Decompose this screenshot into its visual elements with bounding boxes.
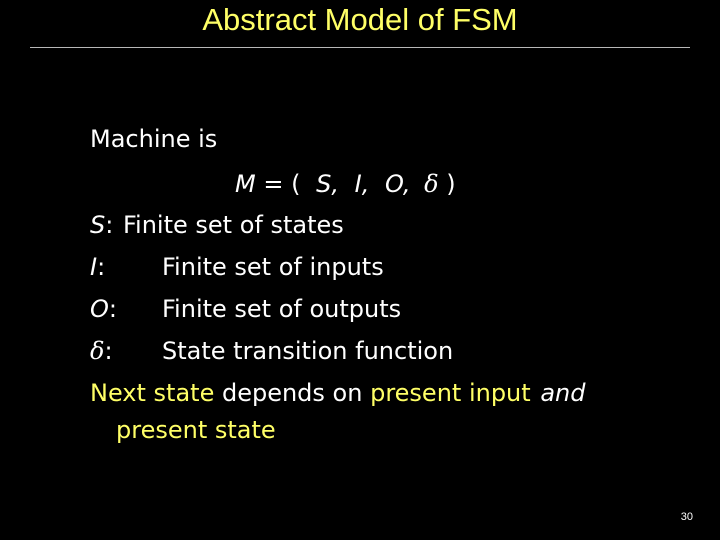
def-symbol-i: I: [90, 253, 98, 281]
next-state-phrase: Next state: [90, 379, 215, 407]
formula-delta: δ: [424, 170, 439, 198]
def-symbol-s: S: [90, 211, 106, 239]
and-word: and: [540, 379, 586, 407]
def-symbol-o: O: [90, 295, 109, 323]
def-text-inputs: Finite set of inputs: [162, 253, 384, 281]
machine-is-line: Machine is: [90, 125, 218, 153]
next-state-line: [90, 378, 585, 408]
def-inputs: [90, 252, 384, 282]
formula-close: ): [446, 170, 456, 198]
formula-o: O,: [384, 170, 411, 198]
def-colon: :: [97, 253, 106, 281]
def-text-outputs: Finite set of outputs: [162, 295, 402, 323]
formula-line: [235, 169, 456, 199]
def-symbol-delta: δ: [90, 337, 105, 365]
def-outputs: [90, 294, 402, 324]
def-colon: :: [104, 337, 113, 365]
formula-i: I,: [354, 170, 370, 198]
present-state-phrase: present state: [116, 416, 276, 444]
depends-on-phrase: depends on: [214, 379, 371, 407]
def-transition: [90, 336, 454, 366]
formula-s: S,: [316, 170, 339, 198]
title-divider: [30, 47, 690, 48]
slide-number: 30: [680, 511, 693, 523]
present-input-phrase: present input: [370, 379, 531, 407]
slide-title: Abstract Model of FSM: [202, 2, 518, 37]
present-state-line: [116, 415, 276, 445]
formula-m: M: [235, 170, 256, 198]
def-text-states: Finite set of states: [122, 211, 344, 239]
def-text-transition: State transition function: [162, 337, 454, 365]
formula-open: = (: [255, 170, 301, 198]
def-colon: :: [105, 211, 114, 239]
def-colon: :: [108, 295, 117, 323]
def-states: [90, 210, 344, 240]
